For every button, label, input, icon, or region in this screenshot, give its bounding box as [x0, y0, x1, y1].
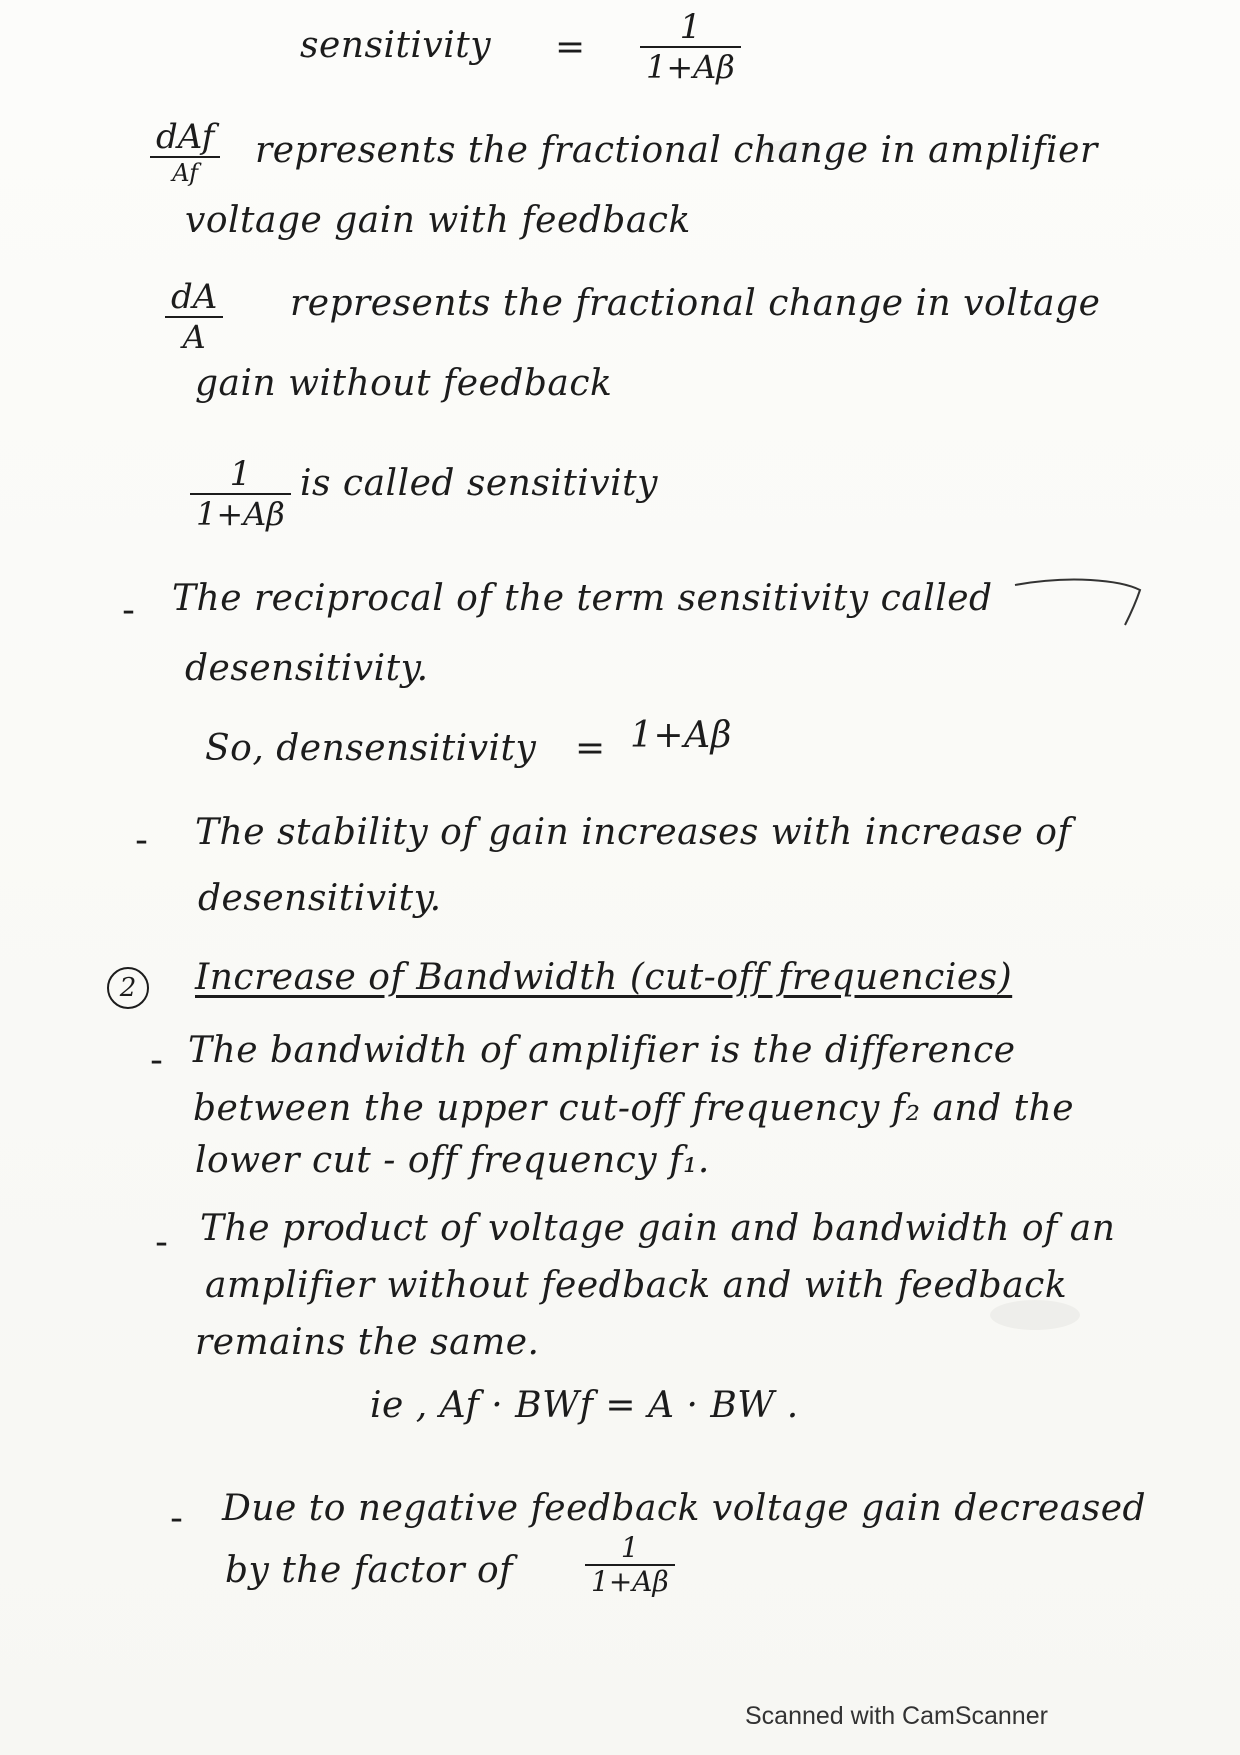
daf-text-line1: represents the fractional change in amplifier [255, 130, 1098, 171]
section-heading: Increase of Bandwidth (cut-off frequencies) [195, 957, 1013, 998]
stability-line2: desensitivity. [198, 878, 442, 919]
da-fraction [165, 278, 223, 356]
bandwidth-line1: The bandwidth of amplifier is the difference [188, 1030, 1016, 1071]
negative-line2: by the factor of [225, 1550, 513, 1591]
product-line3: remains the same. [195, 1322, 540, 1363]
equals-sign: = [555, 27, 586, 68]
ie-formula: ie , Af · BWf = A · BW . [370, 1385, 799, 1426]
da-text-line1: represents the fractional change in voltage [290, 283, 1101, 324]
section-number-circle: 2 [107, 967, 149, 1009]
fraction-numerator: dAf [156, 117, 215, 157]
sensitivity-fraction [640, 8, 741, 86]
bullet-dash: - [155, 1222, 168, 1263]
da-text-line2: gain without feedback [195, 363, 613, 404]
fraction-denominator: 1+Aβ [646, 48, 735, 86]
bandwidth-line3: lower cut - off frequency f₁. [195, 1140, 710, 1181]
fraction-denominator: A [182, 318, 206, 356]
bullet-dash: - [170, 1498, 183, 1539]
sens-term-fraction [190, 455, 291, 533]
negative-line1: Due to negative feedback voltage gain decreased [222, 1488, 1147, 1529]
sens-term-text: is called sensitivity [300, 463, 658, 504]
fraction-denominator: 1+Aβ [591, 1565, 669, 1598]
desens-text: So, densensitivity [205, 728, 537, 769]
sensitivity-label: sensitivity [300, 25, 492, 66]
fraction-numerator: dA [171, 277, 218, 317]
bullet-dash: - [122, 590, 135, 631]
pen-stroke [1010, 575, 1150, 635]
reciprocal-line1: The reciprocal of the term sensitivity called [172, 578, 993, 619]
fraction-numerator: 1 [229, 454, 252, 494]
bandwidth-line2: between the upper cut-off frequency f₂ and the [193, 1088, 1075, 1129]
bullet-dash: - [135, 820, 148, 861]
fraction-denominator: 1+Aβ [196, 495, 285, 533]
bullet-dash: - [150, 1040, 163, 1081]
product-line2: amplifier without feedback and with feedback [205, 1265, 1068, 1306]
reciprocal-line2: desensitivity. [185, 648, 429, 689]
stability-line1: The stability of gain increases with increase of [195, 812, 1072, 853]
daf-fraction [150, 118, 220, 188]
camscanner-watermark: Scanned with CamScanner [745, 1702, 1048, 1730]
product-line1: The product of voltage gain and bandwidth of an [200, 1208, 1116, 1249]
equals-sign: = [575, 728, 606, 769]
daf-text-line2: voltage gain with feedback [185, 200, 691, 241]
fraction-numerator: 1 [620, 1531, 639, 1564]
fraction-denominator: Af [172, 159, 199, 187]
fraction-numerator: 1 [679, 7, 702, 47]
desens-value: 1+Aβ [630, 715, 732, 756]
negative-fraction [585, 1532, 675, 1598]
